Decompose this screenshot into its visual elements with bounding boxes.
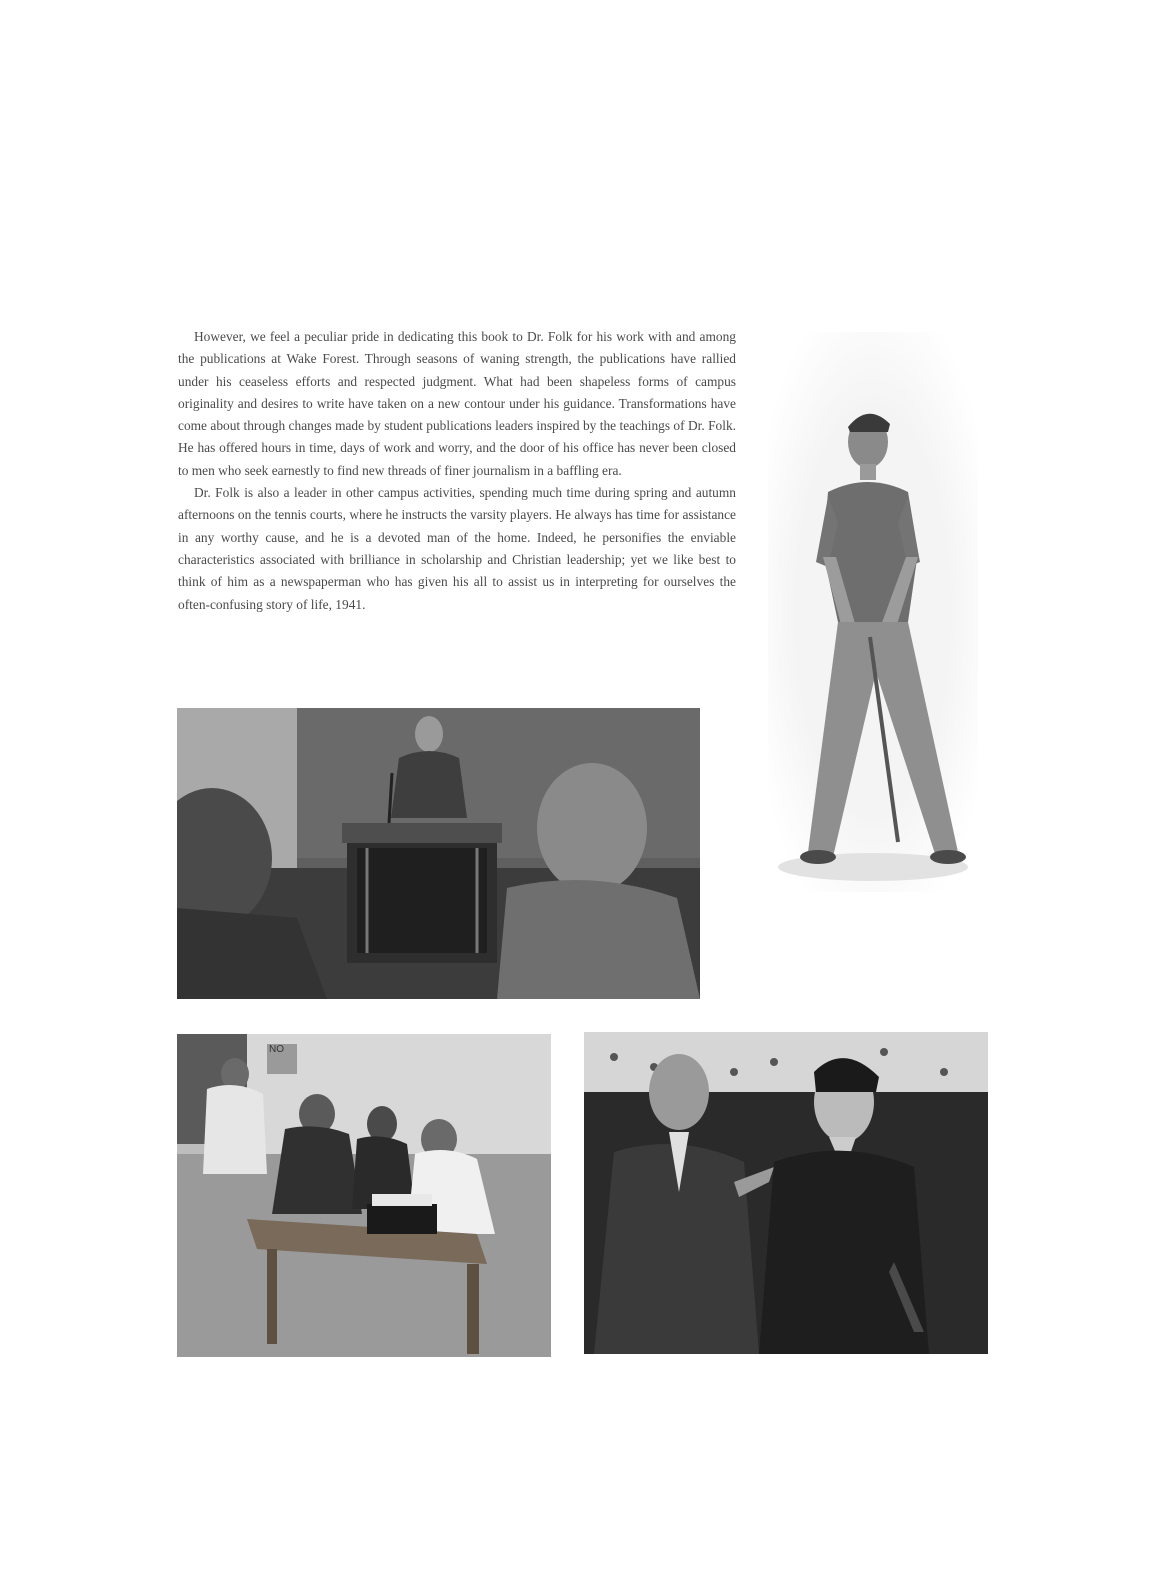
newsroom-sign-text: NO <box>269 1044 284 1055</box>
lecture-photo <box>177 708 700 999</box>
tennis-portrait-photo <box>768 332 978 892</box>
conversation-photo <box>584 1032 988 1354</box>
dedication-paragraph-1: However, we feel a peculiar pride in dedicating this book to Dr. Folk for his work with and among the publications at Wake Forest. Through seasons of waning strength, the publications have rallied under his ceaseless efforts and respected judgment. What had been shapeless forms of campus originality and desires to write have taken on a new contour under his guidance. Transformations have come about through changes made by student publications leaders inspired by the teachings of Dr. Folk. He has offered hours in time, days of work and worry, and the door of his office has never been closed to men who seek earnestly to find new threads of finer journalism in a baffling era. <box>178 329 736 478</box>
dedication-paragraph-2: Dr. Folk is also a leader in other campus activities, spending much time during spring and autumn afternoons on the tennis courts, where he instructs the varsity players. He always has time for assistance in any worthy cause, and he is a devoted man of the home. Indeed, he personifies the enviable characteristics associated with brilliance in scholarship and Christian leadership; yet we like best to think of him as a newspaperman who has given his all to assist us in interpreting for ourselves the often-confusing story of life, 1941. <box>178 485 736 612</box>
newsroom-photo <box>177 1034 551 1357</box>
dedication-text <box>178 326 736 616</box>
